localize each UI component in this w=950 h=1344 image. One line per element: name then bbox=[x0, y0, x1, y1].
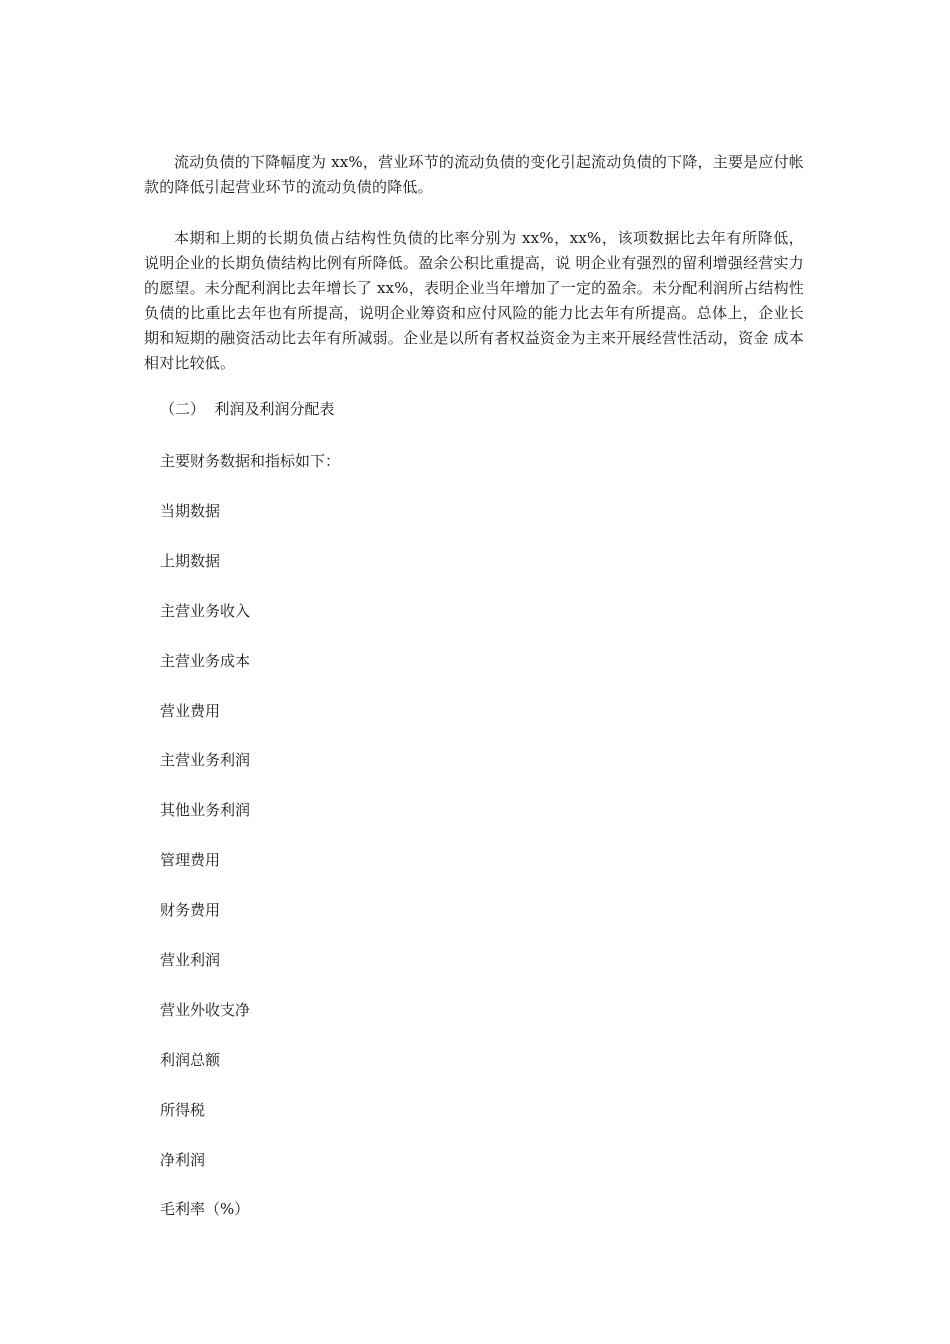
list-item: 毛利率（%） bbox=[160, 1200, 250, 1219]
list-item: 财务费用 bbox=[160, 901, 221, 920]
financial-items-list bbox=[160, 500, 250, 1248]
list-item: 所得税 bbox=[160, 1100, 206, 1119]
paragraph-long-term-liabilities: 本期和上期的长期负债占结构性负债的比率分别为 xx%，xx%，该项数据比去年有所降低，说明企业的长期负债结构比例有所降低。盈余公积比重提高，说 明企业有强烈的留利增强经营实力的愿望。未分配利润比去年增长了 xx%，表明企业当年增加了一定的盈余。未分配利润所占结构性负债的比重比去年也有所提高，说明企业筹资和应付风险的能力比去年有所提高。总体上，企业长期和短期的融资活动比去年有所减弱。企业是以所有者权益资金为主来开展经营性活动，资金 成本相对比较低。 bbox=[144, 229, 804, 372]
list-item: 主营业务利润 bbox=[160, 751, 251, 770]
paragraph-current-liabilities: 流动负债的下降幅度为 xx%，营业环节的流动负债的变化引起流动负债的下降，主要是应付帐款的降低引起营业环节的流动负债的降低。 bbox=[144, 153, 804, 196]
list-item: 营业利润 bbox=[160, 951, 221, 970]
intro-text: 主要财务数据和指标如下： bbox=[160, 452, 341, 470]
list-item: 主营业务成本 bbox=[160, 651, 251, 670]
list-item: 上期数据 bbox=[160, 551, 221, 570]
list-item: 其他业务利润 bbox=[160, 801, 251, 820]
section-title: （二） 利润及利润分配表 bbox=[160, 400, 335, 418]
list-item: 利润总额 bbox=[160, 1050, 221, 1069]
list-item: 净利润 bbox=[160, 1150, 206, 1169]
document-body bbox=[144, 150, 804, 1219]
list-item: 管理费用 bbox=[160, 851, 221, 870]
list-item: 当期数据 bbox=[160, 502, 221, 520]
list-item: 主营业务收入 bbox=[160, 601, 251, 620]
list-item: 营业费用 bbox=[160, 701, 221, 720]
list-item: 营业外收支净 bbox=[160, 1000, 251, 1019]
